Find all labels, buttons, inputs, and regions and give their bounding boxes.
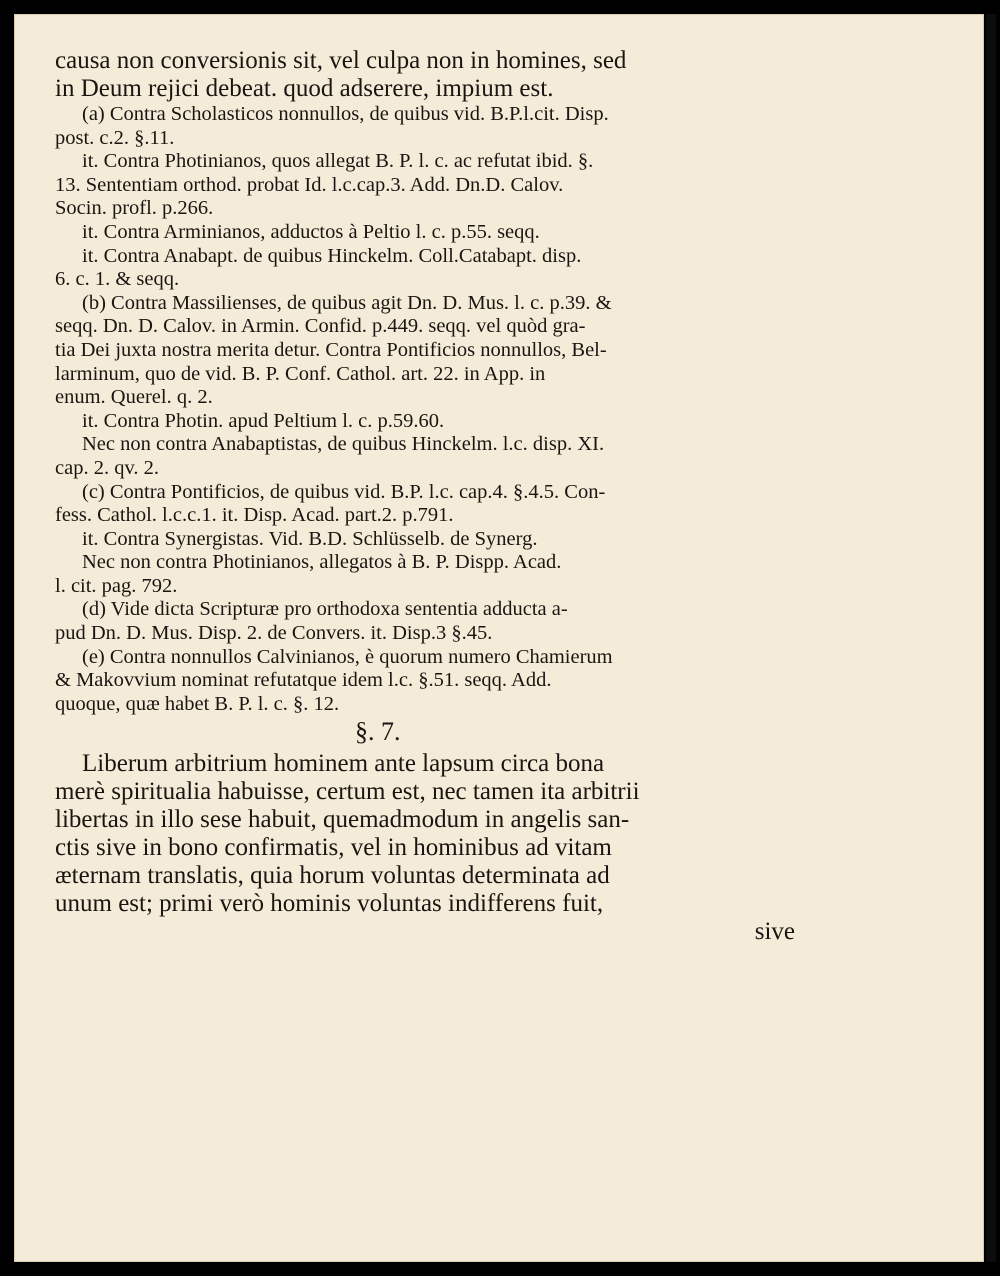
note-line: quoque, quæ habet B. P. l. c. §. 12. [55, 692, 340, 715]
note-line: it. Contra Photin. apud Peltium l. c. p.59.60. [82, 409, 445, 432]
scan-edge [986, 14, 996, 1262]
text-line: Liberum arbitrium hominem ante lapsum circa bona [82, 750, 605, 778]
note-line: pud Dn. D. Mus. Disp. 2. de Convers. it. Disp.3 §.45. [55, 622, 493, 645]
note-line: & Makovvium nominat refutatque idem l.c. §.51. seqq. Add. [55, 669, 552, 692]
text-line: unum est; primi verò hominis voluntas indifferens fuit, [55, 890, 604, 918]
note-line: seqq. Dn. D. Calov. in Armin. Confid. p.449. seqq. vel quòd gra- [55, 315, 586, 338]
note-line: it. Contra Anabapt. de quibus Hinckelm. Coll.Catabapt. disp. [82, 244, 582, 267]
text-line: in Deum rejici debeat. quod adserere, impium est. [55, 75, 554, 102]
note-line: (b) Contra Massilienses, de quibus agit Dn. D. Mus. l. c. p.39. & [82, 291, 612, 314]
note-line: Socin. profl. p.266. [55, 197, 214, 220]
section-heading: §. 7. [355, 717, 401, 747]
note-line: post. c.2. §.11. [55, 126, 175, 149]
note-line: Nec non contra Photinianos, allegatos à B. P. Dispp. Acad. [82, 551, 562, 574]
paragraph [55, 751, 795, 919]
note-line: fess. Cathol. l.c.c.1. it. Disp. Acad. part.2. p.791. [55, 504, 454, 527]
note-line: (c) Contra Pontificios, de quibus vid. B.P. l.c. cap.4. §.4.5. Con- [82, 480, 606, 503]
note-line: tia Dei juxta nostra merita detur. Contra Pontificios nonnullos, Bel- [55, 338, 607, 361]
footnotes [55, 104, 795, 717]
note-line: enum. Querel. q. 2. [55, 386, 213, 409]
text-line: æternam translatis, quia horum voluntas determinata ad [55, 862, 610, 890]
text-line: merè spiritualia habuisse, certum est, nec tamen ita arbitrii [55, 778, 640, 806]
text-line: libertas in illo sese habuit, quemadmodum in angelis san- [55, 806, 630, 834]
note-line: it. Contra Synergistas. Vid. B.D. Schlüsselb. de Synerg. [82, 527, 538, 550]
text-line: ctis sive in bono confirmatis, vel in hominibus ad vitam [55, 834, 612, 862]
page-text [55, 48, 795, 947]
note-line: it. Contra Photinianos, quos allegat B. P. l. c. ac refutat ibid. §. [82, 150, 594, 173]
note-line: larminum, quo de vid. B. P. Conf. Cathol. art. 22. in App. in [55, 362, 546, 385]
note-line: (d) Vide dicta Scripturæ pro orthodoxa sententia adducta a- [82, 598, 568, 621]
note-line: Nec non contra Anabaptistas, de quibus Hinckelm. l.c. disp. XI. [82, 433, 605, 456]
note-line: it. Contra Arminianos, adductos à Peltio l. c. p.55. seqq. [82, 220, 540, 243]
note-line: 13. Sententiam orthod. probat Id. l.c.cap.3. Add. Dn.D. Calov. [55, 173, 564, 196]
note-line: (a) Contra Scholasticos nonnullos, de quibus vid. B.P.l.cit. Disp. [82, 103, 609, 125]
note-line: (e) Contra nonnullos Calvinianos, è quorum numero Chamierum [82, 645, 613, 668]
note-line: cap. 2. qv. 2. [55, 456, 159, 479]
catchword: sive [754, 918, 795, 946]
text-line: causa non conversionis sit, vel culpa non in homines, sed [55, 47, 627, 74]
note-line: l. cit. pag. 792. [55, 574, 178, 597]
note-line: 6. c. 1. & seqq. [55, 268, 180, 291]
